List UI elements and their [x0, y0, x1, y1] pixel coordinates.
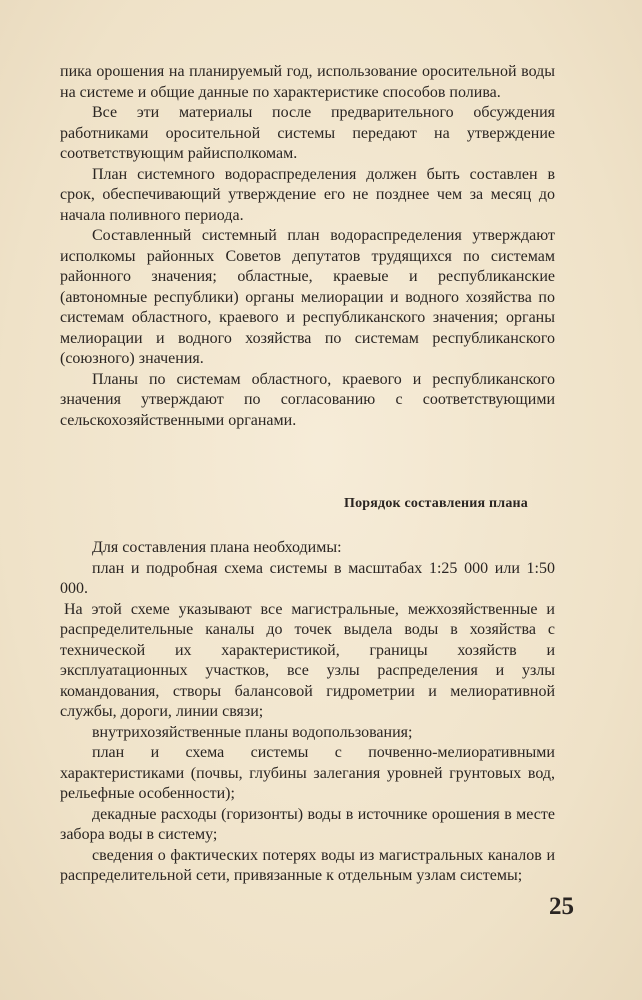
paragraph: Планы по системам областного, краевого и республиканского значения утверждают по согласованию с соответствующими сельскохозяйственными органами.: [60, 370, 555, 429]
list-item: план и схема системы с почвенно-мелиоративными характеристиками (почвы, глубины залегания уровней грунтовых вод, рельефные особенности);: [60, 744, 555, 802]
section-heading: Порядок составления плана: [343, 496, 528, 511]
page-number: 25: [549, 893, 574, 920]
paragraph: План системного водораспределения должен быть составлен в срок, обеспечивающий утверждение его не позднее чем за месяц до начала поливного периода.: [60, 165, 555, 224]
text-section-top: [60, 62, 555, 431]
list-item: сведения о фактических потерях воды из магистральных каналов и распределительной сети, привязанные к отдельным узлам системы;: [60, 846, 555, 884]
paragraph: Все эти материалы после предварительного обсуждения работниками оросительной системы передают на утверждение соответствующим райисполкомам.: [60, 104, 555, 162]
list-item: план и подробная схема системы в масштабах 1:25 000 или 1:50 000.: [60, 559, 555, 597]
paragraph: Составленный системный план водораспределения утверждают исполкомы районных Советов депутатов трудящихся по системам районного значения; областные, краевые и республиканские (автономные республики) органы мелиорации и водного хозяйства по системам областного, краевого и республиканского значения; органы мелиорации и водного хозяйства по системам республиканского (союзного) значения.: [60, 227, 555, 367]
list-item: внутрихозяйственные планы водопользования;: [92, 723, 413, 741]
list-item: декадные расходы (горизонты) воды в источнике орошения в месте забора воды в систему;: [60, 805, 555, 843]
text-section-bottom: [60, 538, 555, 887]
paragraph: На этой схеме указывают все магистральные, межхозяйственные и распределительные каналы до точек выдела воды в хозяйства с технической их характеристикой, границы хозяйств и эксплуатационных участков, все узлы распределения и узлы командования, створы балансовой гидрометрии и мелиоративной службы, дороги, линии связи;: [60, 600, 555, 720]
paragraph: пика орошения на планируемый год, использование оросительной воды на системе и общие данные по характеристике способов полива.: [60, 63, 555, 101]
paragraph: Для составления плана необходимы:: [92, 539, 342, 556]
